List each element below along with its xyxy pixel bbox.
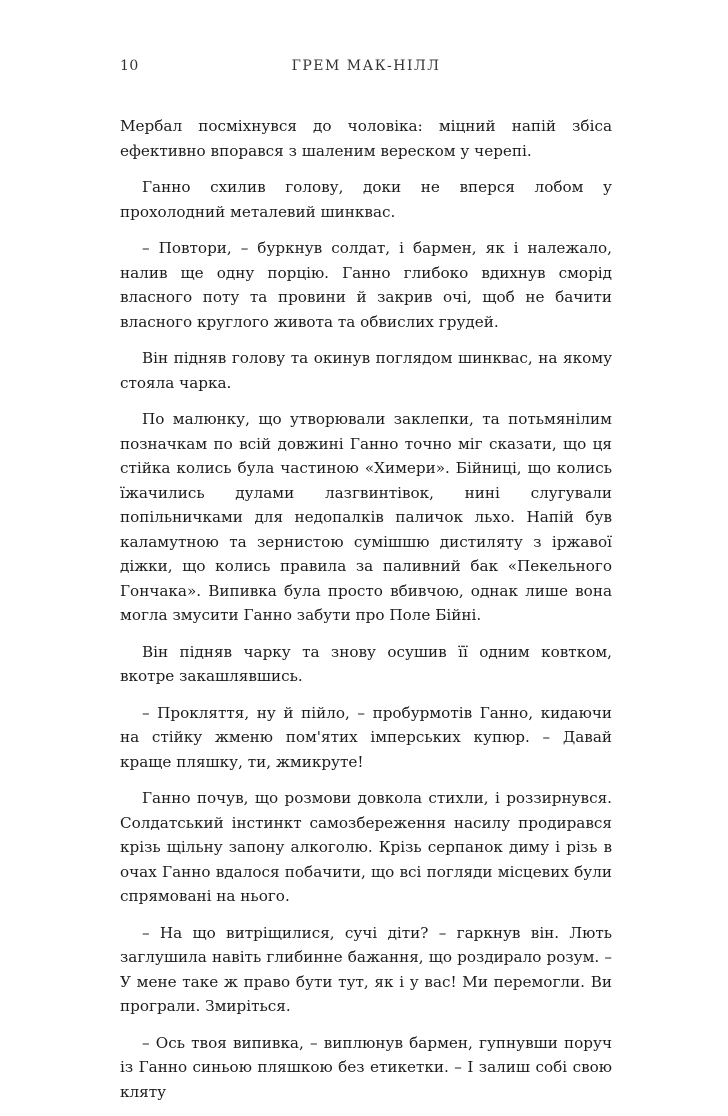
paragraph: По малюнку, що утворювали заклепки, та потьмянілим позначкам по всій довжині Ганно точно міг сказати, що ця стійка колись була частиною «Химери». Бійниці, що колись їжачились дулами лазгвинтівок, нині слугували попільничками для недопалків паличок льхо. Напій був каламутною та зернистою сумішшю дистиляту з іржавої діжки, що колись правила за паливний бак «Пекельного Гончака». Випивка була просто вбивчою, однак лише вона могла змусити Ганно забути про Поле Бійні. — [120, 410, 612, 624]
paragraph: – Повтори, – буркнув солдат, і бармен, як і належало, налив ще одну порцію. Ганно глибоко вдихнув сморід власного поту та провини й закрив очі, щоб не бачити власного круглого живота та обвислих грудей. — [120, 239, 612, 331]
running-title: ГРЕМ МАК-НІЛЛ — [291, 58, 441, 74]
paragraph: – Прокляття, ну й пійло, – пробурмотів Ганно, кидаючи на стійку жменю пом'ятих імперських купюр. – Давай краще пляшку, ти, жмикруте! — [120, 703, 612, 771]
body-text — [120, 114, 612, 1116]
running-head — [120, 58, 612, 82]
paragraph: – Ось твоя випивка, – виплюнув бармен, гупнувши поруч із Ганно синьою пляшкою без етикетки. – І залиш собі свою кляту — [120, 1033, 612, 1101]
page-number: 10 — [120, 58, 139, 74]
paragraph: Ганно почув, що розмови довкола стихли, і роззирнувся. Солдатський інстинкт самозбереження насилу продирався крізь щільну запону алкоголю. Крізь серпанок диму і різь в очах Ганно вдалося побачити, що всі погляди місцевих були спрямовані на нього. — [120, 789, 612, 905]
paragraph: Він підняв голову та окинув поглядом шинквас, на якому стояла чарка. — [120, 349, 612, 392]
paragraph: Ганно схилив голову, доки не вперся лобом у прохолодний металевий шинквас. — [120, 178, 612, 221]
paragraph: – На що витріщилися, сучі діти? – гаркнув він. Лють заглушила навіть глибинне бажання, що роздирало розум. – У мене таке ж право бути тут, як і у вас! Ми перемогли. Ви програли. Змиріться. — [120, 923, 612, 1015]
paragraph: Він підняв чарку та знову осушив її одним ковтком, вкотре закашлявшись. — [120, 642, 612, 685]
paragraph: Мербал посміхнувся до чоловіка: міцний напій збіса ефективно впорався з шаленим вереском у черепі. — [120, 117, 612, 160]
